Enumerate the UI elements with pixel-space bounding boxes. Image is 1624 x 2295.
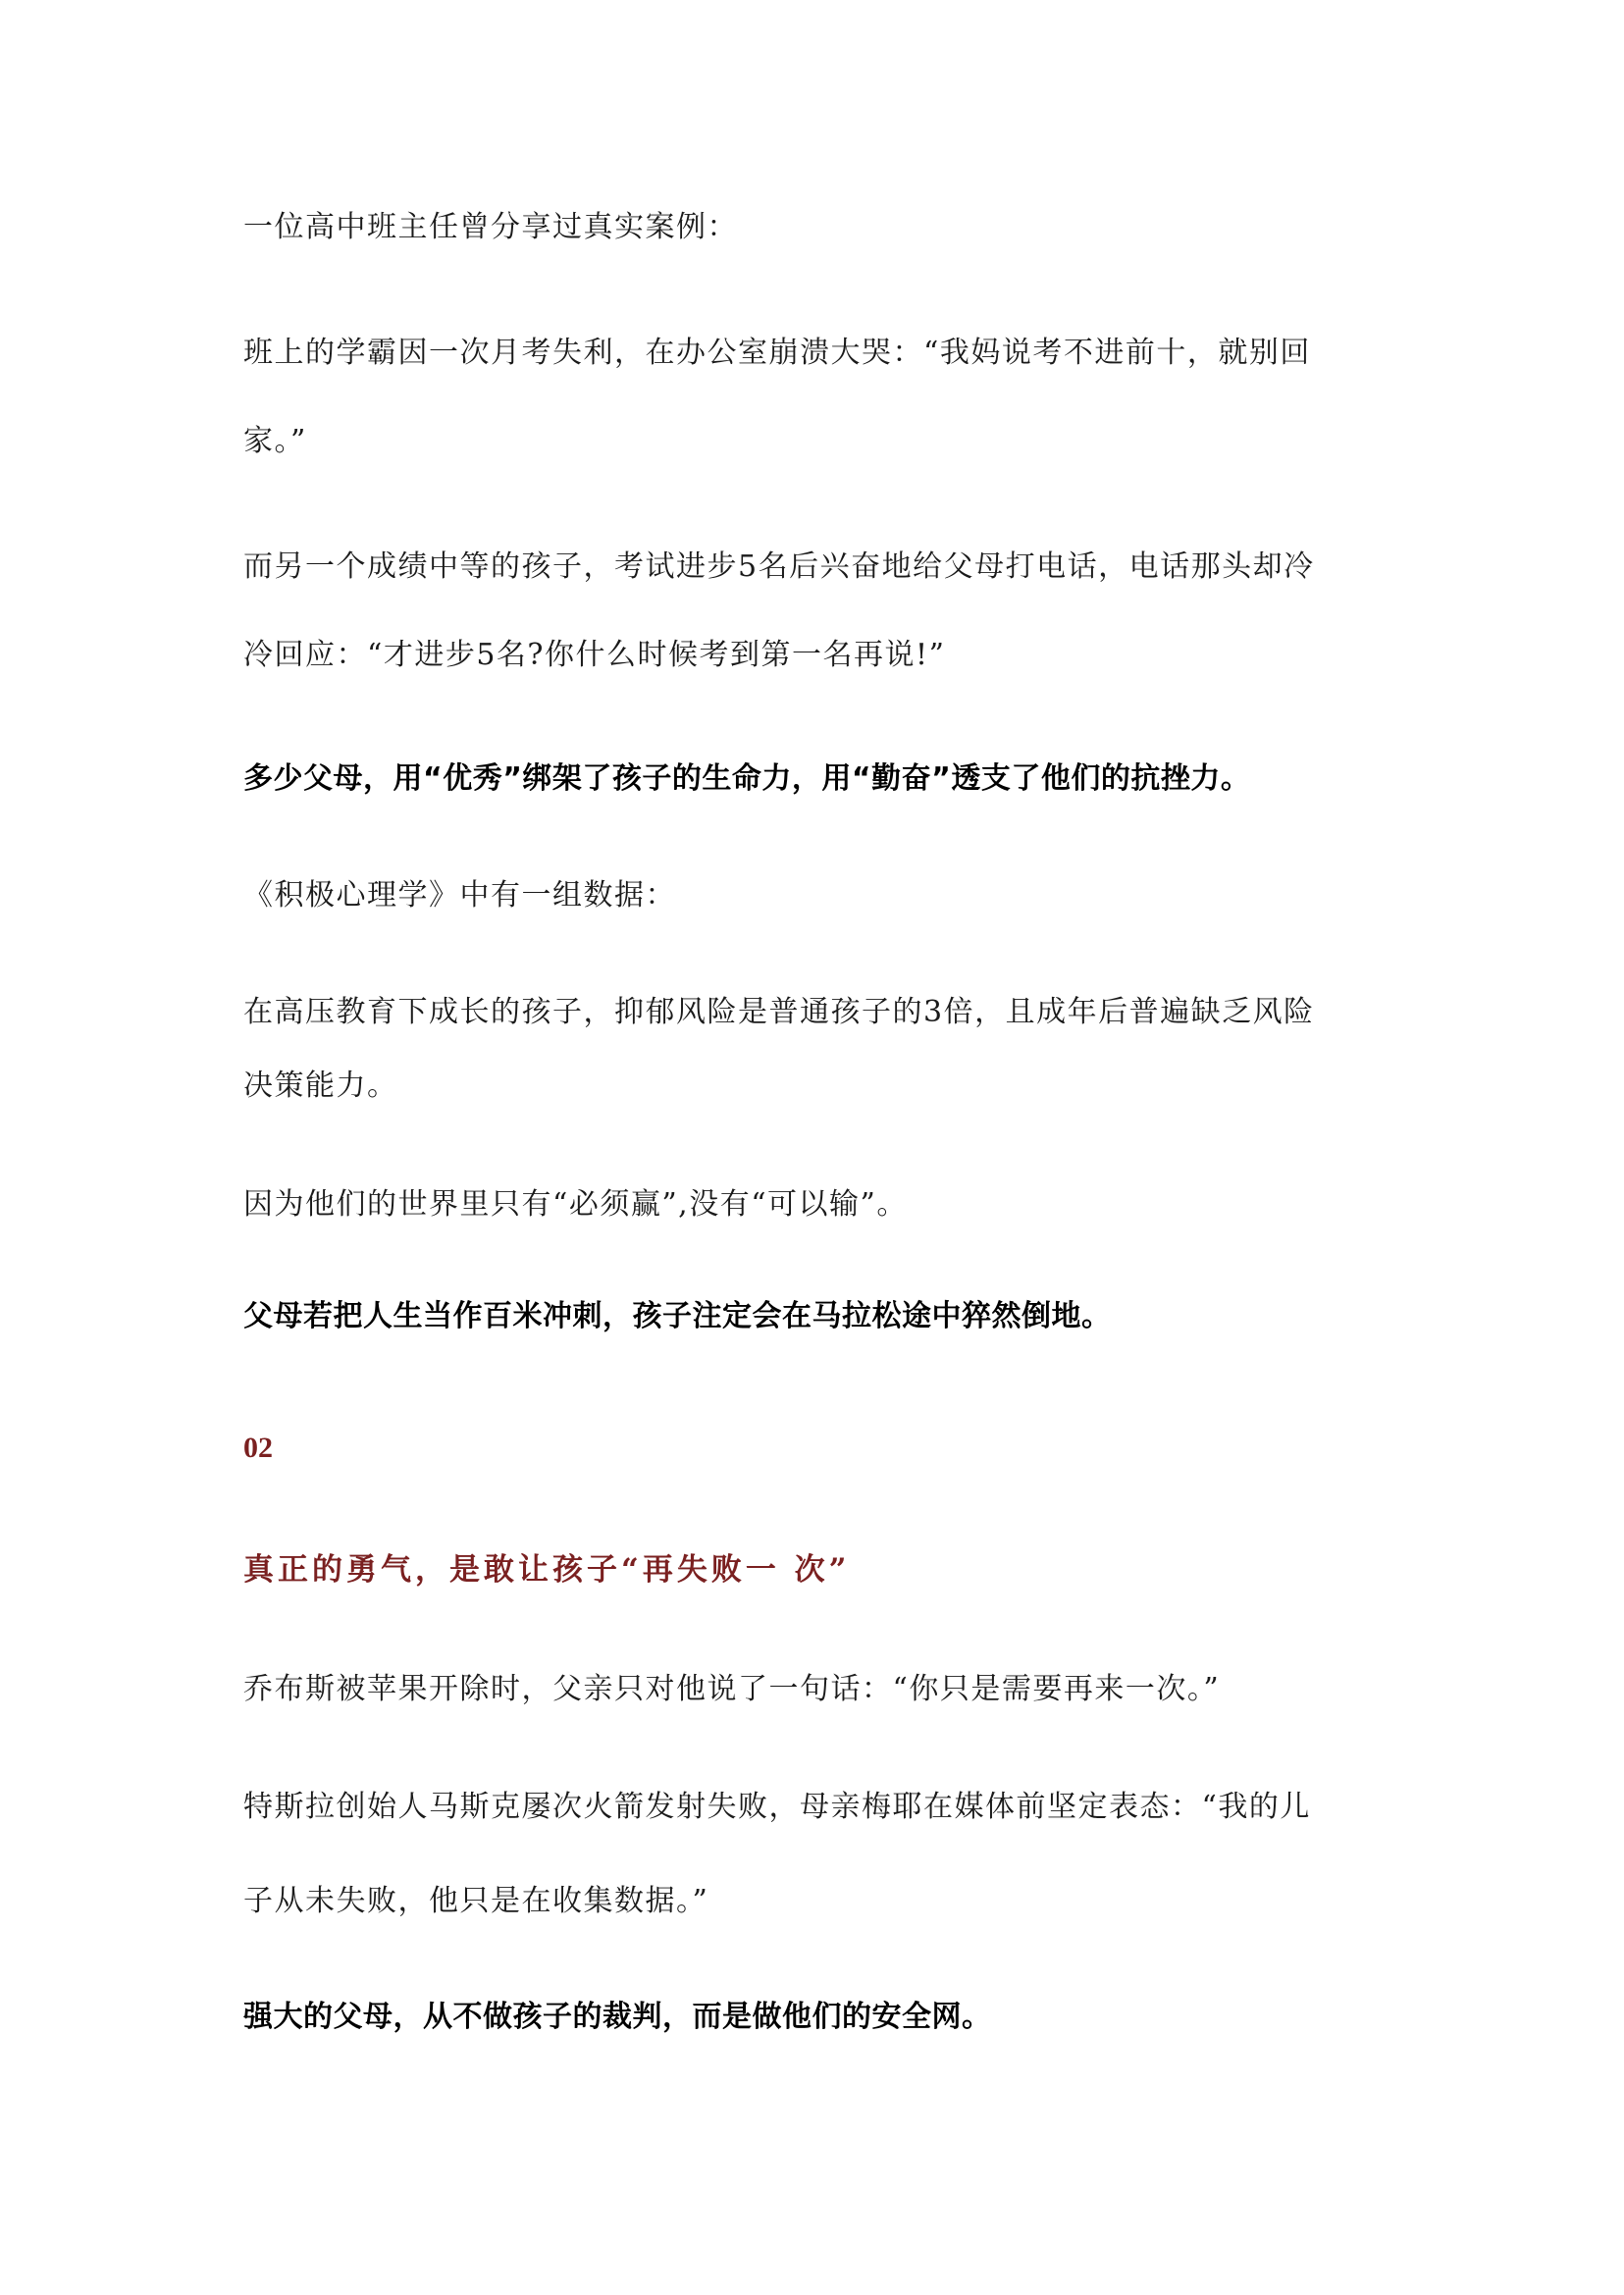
paragraph-top-student-line-1: 班上的学霸因一次月考失利，在办公室崩溃大哭：“我妈说考不进前十，就别回 xyxy=(243,336,1311,370)
paragraph-must-win: 因为他们的世界里只有“必须赢”,没有“可以输”。 xyxy=(243,1187,908,1222)
paragraph-musk-line-2: 子从未失败，他只是在收集数据。” xyxy=(243,1884,709,1918)
paragraph-statistics-line-2: 决策能力。 xyxy=(243,1069,398,1103)
paragraph-musk-line-1: 特斯拉创始人马斯克屡次火箭发射失败，母亲梅耶在媒体前坚定表态：“我的儿 xyxy=(243,1790,1311,1824)
paragraph-positive-psychology: 《积极心理学》中有一组数据： xyxy=(243,878,676,913)
paragraph-average-student-line-1: 而另一个成绩中等的孩子，考试进步5名后兴奋地给父母打电话，电话那头却冷 xyxy=(243,549,1315,584)
section-number: 02 xyxy=(243,1432,273,1464)
paragraph-jobs: 乔布斯被苹果开除时，父亲只对他说了一句话：“你只是需要再来一次。” xyxy=(243,1672,1221,1706)
paragraph-statistics-line-1: 在高压教育下成长的孩子，抑郁风险是普通孩子的3倍，且成年后普遍缺乏风险 xyxy=(243,995,1315,1029)
section-title: 真正的勇气，是敢让孩子“再失败一 次” xyxy=(243,1552,851,1588)
paragraph-intro: 一位高中班主任曾分享过真实案例： xyxy=(243,210,738,244)
paragraph-top-student-line-2: 家。” xyxy=(243,424,307,458)
emphasis-statement-3: 强大的父母，从不做孩子的裁判，而是做他们的安全网。 xyxy=(243,2000,992,2034)
paragraph-average-student-line-2: 冷回应：“才进步5名?你什么时候考到第一名再说!” xyxy=(243,638,946,672)
emphasis-statement-1: 多少父母，用“优秀”绑架了孩子的生命力，用“勤奋”透支了他们的抗挫力。 xyxy=(243,761,1251,796)
emphasis-statement-2: 父母若把人生当作百米冲刺，孩子注定会在马拉松途中猝然倒地。 xyxy=(243,1299,1112,1333)
